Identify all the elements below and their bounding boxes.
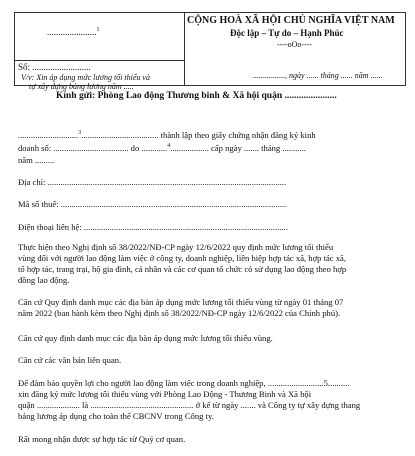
para-3: Căn cứ quy định danh mục các địa bàn áp dụng mức lương tối thiểu vùng. <box>18 333 273 343</box>
intro-line-3: năm ......... <box>18 155 55 165</box>
header-divider-horizontal <box>15 60 184 61</box>
footnote-4: 4 <box>167 143 171 150</box>
intro-line-2 <box>18 143 306 153</box>
place-date-line: ................, ngày ...... tháng ...... năm ...... <box>253 71 383 80</box>
para-1-line-4: đồng lao động. <box>18 275 70 285</box>
document-number: Số: .......................... <box>18 62 91 72</box>
para-4: Căn cứ các văn bản liên quan. <box>18 355 122 365</box>
para-6: Rất mong nhận được sự hợp tác từ Quý cơ quan. <box>18 434 186 444</box>
footnote-3: 3 <box>78 130 82 137</box>
intro-text-2b: .................. cấp ngày ....... tháng ........... <box>170 143 307 153</box>
para-1-line-3: tổ hợp tác, trang trại, hộ gia đình, cá nhân và các cơ quan tổ chức có sử dụng lao động theo hợp <box>18 264 347 274</box>
org-name-blank <box>47 27 100 37</box>
motto: Độc lập – Tự do – Hạnh Phúc <box>230 28 344 38</box>
motto-rule: ----oOo---- <box>277 40 313 49</box>
header-divider-vertical <box>184 13 185 85</box>
subject-line-2: tự xây dựng bảng lương năm ..... <box>29 82 134 91</box>
para-5-line-1: Để đảm bảo quyền lợi cho người lao động làm việc trong doanh nghiệp, ..........................5.......... <box>18 378 350 388</box>
footnote-1: 1 <box>96 27 100 33</box>
para-5-line-2: xin đăng ký mức lương tối thiểu vùng với Phòng Lao Động - Thương Binh và Xã hội <box>18 389 312 399</box>
para-1-line-1: Thực hiện theo Nghị định số 38/2022/NĐ-CP ngày 12/6/2022 quy định mức lương tối thiểu <box>18 242 334 252</box>
phone-field: Điện thoại liên hệ: ............................................................................................... <box>18 222 288 232</box>
recipient-line: Kính gửi: Phòng Lao động Thương binh & Xã hội quận ...................... <box>56 91 337 101</box>
para-5-line-4: bảng lương áp dụng cho toàn thể CBCNV trong Công ty. <box>18 411 214 421</box>
intro-text-1b: .................................... thành lập theo giấy chứng nhận đăng ký kinh <box>81 130 316 140</box>
para-5-line-3: quận .................... là ................................................ ở kể từ ngày ....... và Công ty tự xây dựng thang <box>18 400 361 410</box>
org-blank-text: ...................... <box>47 27 97 37</box>
para-1-line-2: vùng đối với người lao động làm việc ở công ty, doanh nghiệp, liên hiệp hợp tác xã, hợp tác xã, <box>18 253 347 263</box>
para-2-line-1: Căn cứ Quy định danh mục các địa bàn áp dụng mức lương tối thiểu vùng từ ngày 01 tháng 07 <box>18 297 344 307</box>
intro-text-2a: doanh số: ................................... do ............ <box>18 143 168 153</box>
para-2-line-2: năm 2022 (ban hành kèm theo Nghị định số 38/2022/NĐ-CP ngày 12/6/2022 của Chính phủ). <box>18 308 341 318</box>
intro-line-1 <box>18 130 316 140</box>
address-field: Địa chỉ: ............................................................................................................... <box>18 177 287 187</box>
header-box <box>14 12 406 91</box>
subject-line-1: V/v: Xin áp dụng mức lương tối thiểu và <box>21 73 150 82</box>
tax-code-field: Mã số thuế: ......................................................................................................... <box>18 199 287 209</box>
intro-text-1a: ............................ <box>18 130 79 140</box>
nation-title: CỘNG HOÀ XÃ HỘI CHỦ NGHĨA VIỆT NAM <box>187 15 395 26</box>
